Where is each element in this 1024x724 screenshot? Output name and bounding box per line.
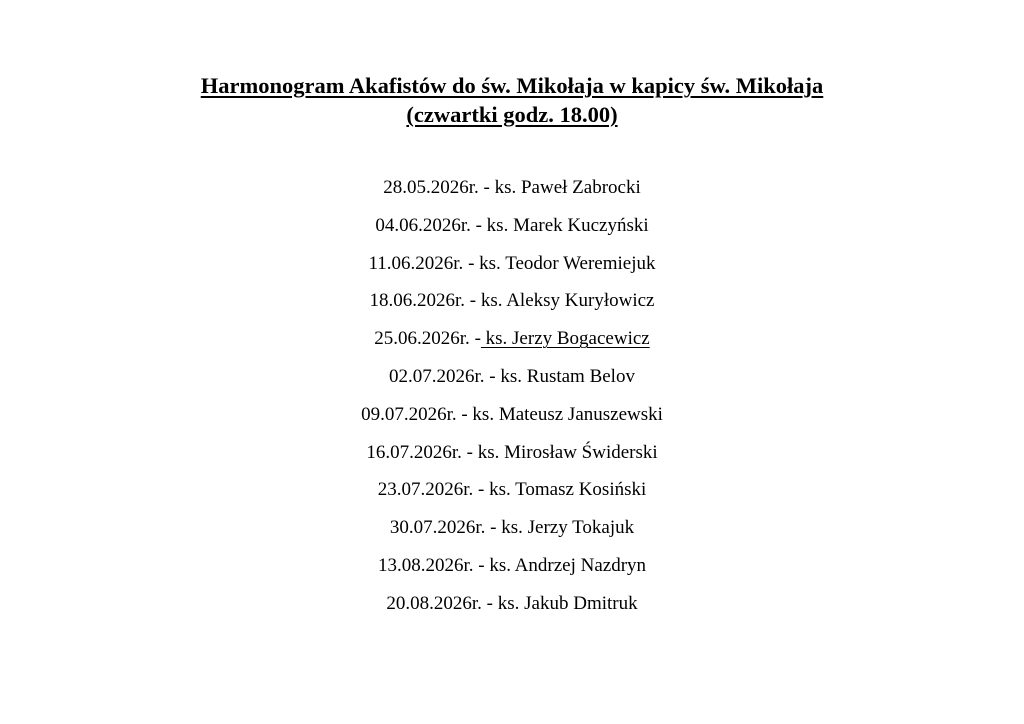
- entry-separator: -: [469, 328, 481, 350]
- entry-separator: -: [484, 365, 501, 387]
- schedule-entry: [0, 516, 1024, 554]
- entry-priest: ks. Mirosław Świderski: [477, 441, 658, 463]
- document-subtitle: (czwartki godz. 18.00): [406, 102, 618, 127]
- entry-separator: -: [470, 214, 487, 236]
- entry-priest: ks. Jerzy Bogacewicz: [480, 328, 650, 350]
- schedule-entry: [0, 214, 1024, 252]
- entry-separator: -: [465, 290, 481, 312]
- entry-date: 23.07.2026r.: [377, 479, 474, 501]
- entry-date: 11.06.2026r.: [368, 252, 464, 274]
- entry-date: 30.07.2026r.: [389, 517, 486, 539]
- schedule-entry: [0, 289, 1024, 327]
- entry-date: 09.07.2026r.: [361, 403, 457, 425]
- entry-priest: ks. Andrzej Nazdryn: [489, 554, 647, 576]
- schedule-entry: [0, 441, 1024, 479]
- entry-separator: -: [461, 441, 478, 463]
- schedule-entry: [0, 554, 1024, 592]
- entry-date: 02.07.2026r.: [389, 365, 485, 387]
- entry-date: 18.06.2026r.: [369, 290, 466, 312]
- schedule-list: [0, 176, 1024, 630]
- entry-priest: ks. Marek Kuczyński: [486, 214, 649, 236]
- entry-separator: -: [478, 177, 495, 198]
- entry-separator: -: [485, 517, 502, 539]
- entry-date: 20.08.2026r.: [386, 592, 482, 614]
- entry-priest: ks. Rustam Belov: [500, 365, 635, 387]
- document-title: Harmonogram Akafistów do św. Mikołaja w kapicy św. Mikołaja: [200, 73, 824, 98]
- entry-priest: ks. Aleksy Kuryłowicz: [480, 290, 655, 312]
- schedule-entry: [0, 478, 1024, 516]
- entry-priest: ks. Jerzy Tokajuk: [501, 517, 635, 539]
- entry-priest: ks. Teodor Weremiejuk: [479, 252, 656, 274]
- entry-priest: ks. Mateusz Januszewski: [472, 403, 663, 425]
- entry-date: 13.08.2026r.: [377, 554, 474, 576]
- entry-separator: -: [463, 252, 480, 274]
- schedule-entry: [0, 365, 1024, 403]
- entry-separator: -: [473, 554, 490, 576]
- schedule-entry: [0, 403, 1024, 441]
- entry-separator: -: [481, 592, 498, 614]
- entry-separator: -: [456, 403, 473, 425]
- entry-priest: ks. Paweł Zabrocki: [494, 177, 641, 198]
- schedule-entry: [0, 327, 1024, 365]
- entry-separator: -: [473, 479, 490, 501]
- entry-date: 25.06.2026r.: [374, 328, 470, 350]
- entry-date: 16.07.2026r.: [366, 441, 462, 463]
- entry-date: 04.06.2026r.: [375, 214, 471, 236]
- entry-priest: ks. Jakub Dmitruk: [497, 592, 638, 614]
- entry-priest: ks. Tomasz Kosiński: [489, 479, 647, 501]
- schedule-entry: [0, 252, 1024, 290]
- entry-date: 28.05.2026r.: [383, 177, 479, 198]
- schedule-entry: [0, 176, 1024, 214]
- schedule-entry: [0, 592, 1024, 630]
